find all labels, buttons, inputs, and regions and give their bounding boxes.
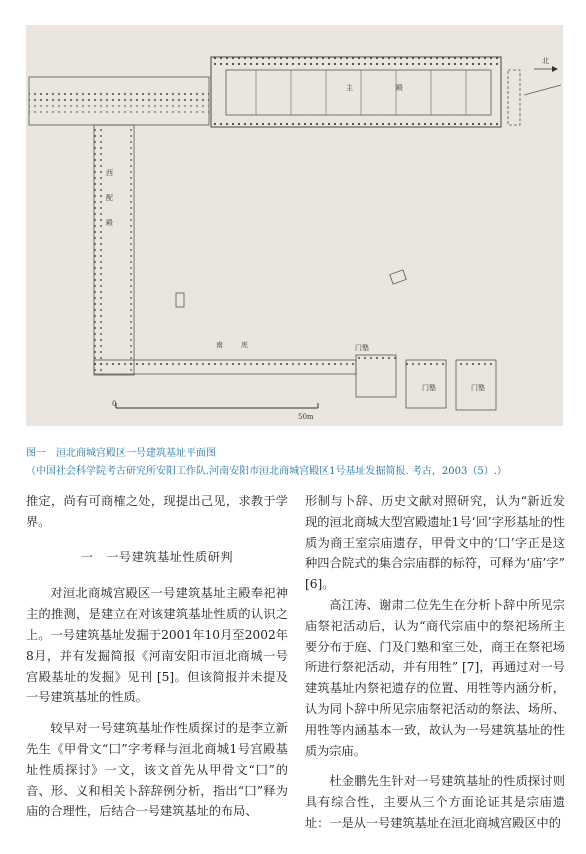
north-label: 北	[542, 57, 549, 65]
figure-caption-title: 图一 洹北商城宫殿区一号建筑基址平面图	[26, 448, 216, 459]
west-hall-foundation	[94, 125, 134, 375]
site-plan-figure	[26, 25, 563, 426]
left-column	[26, 491, 288, 822]
west-hall-label-1: 西	[106, 169, 113, 177]
paragraph: 高江涛、谢肃二位先生在分析卜辞中所见宗庙祭祀活动后，认为“商代宗庙中的祭祀场所主要分布于庭、门及门塾和室三处，商王在祭祀场所进行祭祀活动，并有用牲” [7]，再通过对一号建筑基址内祭祀遗存的位置、用牲等内涵分析，认为同卜辞中所见宗庙祭祀活动的祭法、场所、用牲等内涵基本一致，故认为一号建筑基址的性质为宗庙。	[305, 597, 565, 758]
paragraph: 推定，尚有可商榷之处，现提出己见，求教于学界。	[26, 494, 288, 529]
paragraph: 较早对一号建筑基址作性质探讨的是李立新先生《甲骨文“囗”字考释与洹北商城1号宫殿基址性质探讨》一文，该文首先从甲骨文“囗”的音、形、义和相关卜辞辞例分析，指出“囗”释为庙的合理性，后结合一号建筑基址的布局、	[26, 721, 288, 819]
courtyard-feature	[390, 270, 407, 284]
north-arrow-icon	[534, 56, 558, 72]
scale-bar	[112, 400, 318, 421]
south-corridor-label-2: 庑	[241, 341, 248, 349]
paragraph: 形制与卜辞、历史文献对照研究，认为“新近发现的洹北商城大型宫殿遗址1号‘回’字形基址的性质为商王室宗庙遗存，甲骨文中的‘囗’字正是这种四合院式的集合宗庙群的标符，可释为‘庙’字” [6]。	[305, 494, 565, 592]
main-hall-foundation	[211, 57, 501, 127]
paragraph: 杜金鹏先生针对一号建筑基址的性质探讨则具有综合性，主要从三个方面论证其是宗庙遗址：一是从一号建筑基址在洹北商城宫殿区中的	[305, 774, 565, 830]
courtyard-feature	[176, 293, 184, 307]
section-heading: 一 一号建筑基址性质研判	[80, 549, 234, 564]
south-corridor-label-1: 南	[216, 341, 223, 349]
scale-zero-label: 0	[112, 400, 117, 408]
main-hall-label-1: 主	[346, 84, 353, 92]
west-hall-label-3: 殿	[106, 219, 113, 227]
figure-caption-source: （中国社会科学院考古研究所安阳工作队.河南安阳市洹北商城宫殿区1号基址发掘简报. 考古，2003（5）.）	[26, 466, 507, 477]
gate-1-label: 门塾	[355, 344, 369, 352]
gatehouse-1	[356, 355, 396, 397]
east-foundation-fragment	[508, 70, 561, 125]
site-plan-drawing	[26, 25, 563, 426]
west-hall-label-2: 配	[106, 194, 113, 202]
main-hall-label-2: 殿	[396, 84, 403, 92]
gate-3-label: 门塾	[471, 384, 485, 392]
right-column	[305, 491, 565, 834]
northwest-foundation	[29, 77, 209, 125]
gate-2-label: 门塾	[422, 384, 436, 392]
paragraph: 对洹北商城宫殿区一号建筑基址主殿奉祀神主的推测，是建立在对该建筑基址性质的认识之上。一号建筑基址发掘于2001年10月至2002年8月，并有发掘简报《河南安阳市洹北商城一号宫殿基址的发掘》见刊 [5]。但该简报并未提及一号建筑基址的性质。	[26, 586, 288, 705]
scale-end-label: 50m	[298, 413, 314, 421]
